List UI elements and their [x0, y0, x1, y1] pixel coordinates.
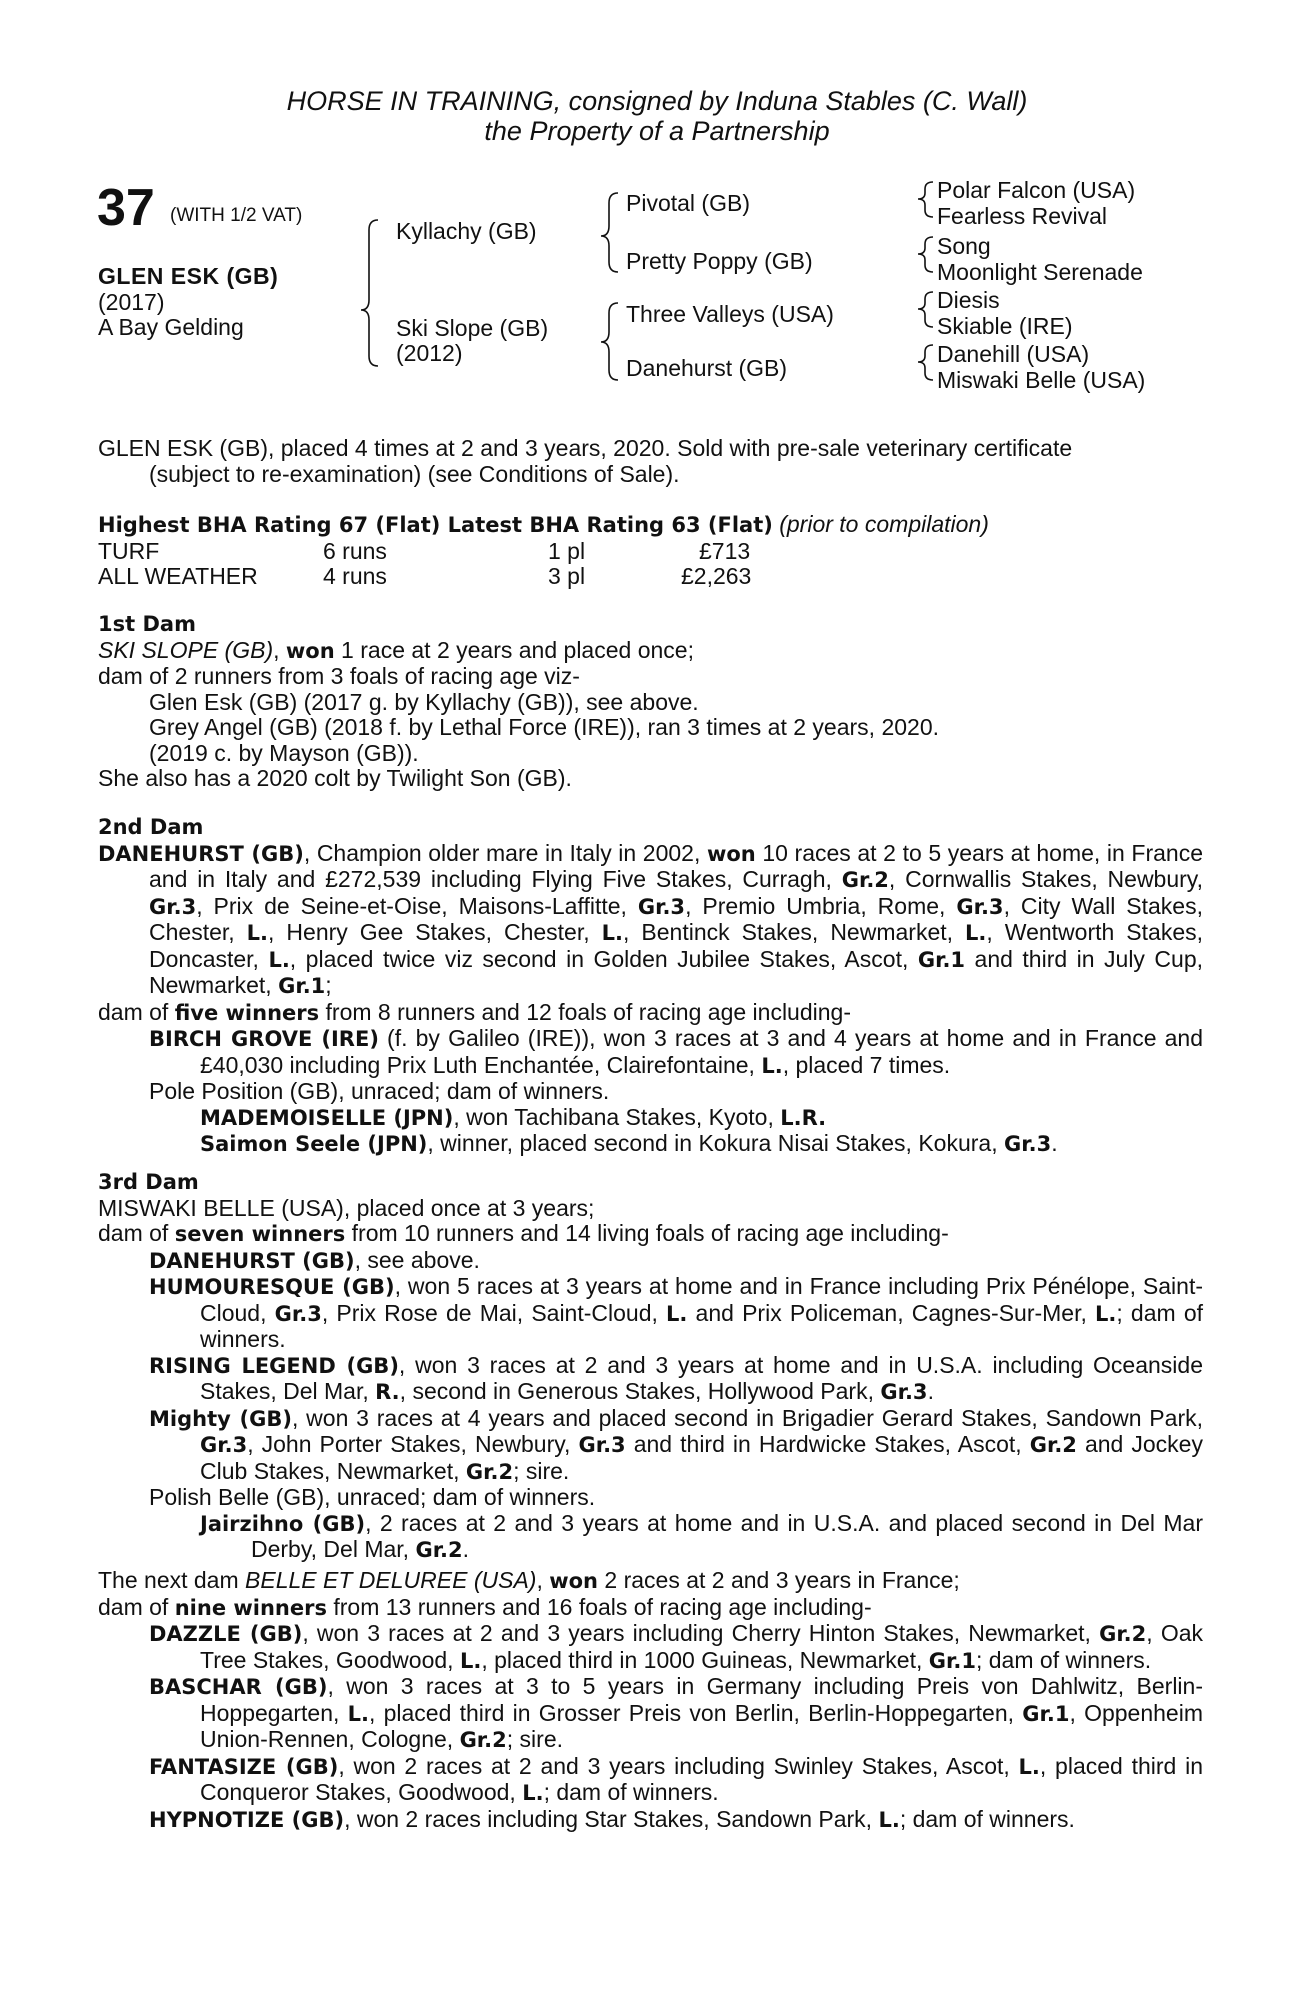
- text-run: ;: [325, 972, 332, 998]
- catalogue-header-line2: the Property of a Partnership: [484, 116, 830, 146]
- produce-item: [98, 1406, 1203, 1486]
- produce-item: [98, 1105, 1203, 1132]
- next-dam-section: [98, 1568, 1203, 1833]
- listed-label: L.: [666, 1301, 688, 1326]
- produce-name: DAZZLE (GB): [149, 1622, 303, 1646]
- grade-label: Gr.2: [1099, 1622, 1147, 1646]
- text-run: 2 races at 2 and 3 years in France;: [598, 1567, 960, 1593]
- text-run: , won 3 races at 2 and 3 years including Cherry Hinton Stakes, Newmarket,: [302, 1620, 1100, 1646]
- winners-count: nine winners: [174, 1595, 327, 1620]
- first-dam-won: won: [285, 638, 335, 663]
- grade-label: Gr.3: [149, 894, 197, 919]
- listed-label: R.: [375, 1380, 400, 1404]
- listed-label: L.: [601, 921, 623, 945]
- grade-label: Gr.3: [637, 894, 686, 919]
- text-run: and third in July Cup, Newmarket,: [149, 945, 1203, 998]
- text-run: ; dam of winners.: [200, 1299, 1204, 1352]
- text-run: ; sire.: [506, 1726, 563, 1752]
- pedigree-sire: Kyllachy (GB): [396, 218, 537, 244]
- ratings-row: [98, 539, 989, 564]
- bracket-gen3-c: [918, 292, 933, 327]
- vat-note: (WITH 1/2 VAT): [170, 205, 303, 226]
- pedigree-sire-sire: Pivotal (GB): [626, 190, 750, 216]
- produce-name: FANTASIZE (GB): [149, 1754, 339, 1779]
- third-dam-heading: 3rd Dam: [98, 1170, 199, 1194]
- text-run: .: [927, 1378, 934, 1404]
- pedigree-gen3-2: Fearless Revival: [937, 203, 1107, 229]
- produce-name: Jairzihno (GB): [200, 1511, 366, 1536]
- rating-surface: TURF: [98, 537, 160, 564]
- produce-item: [98, 1026, 1203, 1079]
- listed-label: L.: [347, 1701, 369, 1726]
- ratings-title: Highest BHA Rating 67 (Flat) Latest BHA Rating 63 (Flat): [98, 513, 773, 537]
- grade-label: Gr.1: [928, 1648, 976, 1673]
- grade-label: Gr.2: [459, 1728, 507, 1752]
- grade-label: Gr.3: [578, 1433, 626, 1457]
- third-dam-intro: MISWAKI BELLE (USA), placed once at 3 years;: [98, 1194, 595, 1221]
- produce-item: Grey Angel (GB) (2018 f. by Lethal Force (IRE)), ran 3 times at 2 years, 2020.: [149, 714, 940, 740]
- third-dam-section: [98, 1170, 1203, 1564]
- pedigree-dam-year: (2012): [396, 340, 463, 366]
- text-run: , won 3 races at 2 and 3 years at home and in U.S.A. including Oceanside Stakes, Del Mar,: [200, 1351, 1203, 1404]
- pedigree-gen3-1: Polar Falcon (USA): [937, 177, 1136, 203]
- grade-label: Gr.3: [1004, 1132, 1052, 1156]
- pedigree-gen3-7: Danehill (USA): [937, 341, 1090, 367]
- text-run: , see above.: [354, 1246, 480, 1273]
- text-run: from 8 runners and 12 foals of racing age including-: [319, 998, 851, 1025]
- summary-line1: GLEN ESK (GB), placed 4 times at 2 and 3 years, 2020. Sold with pre-sale veterinary certificate: [98, 435, 1073, 461]
- text-run: ; dam of winners.: [899, 1805, 1075, 1832]
- text-run: dam of: [98, 1593, 175, 1620]
- text-run: ; dam of winners.: [543, 1779, 719, 1805]
- grade-label: Gr.3: [274, 1301, 322, 1326]
- text-run: .: [1051, 1130, 1058, 1156]
- second-dam-record: [98, 841, 1203, 1000]
- second-dam-name: DANEHURST (GB): [98, 841, 304, 866]
- rating-placings: 1 pl: [548, 537, 586, 564]
- listed-label: L.: [522, 1781, 544, 1805]
- ratings-note: (prior to compilation): [779, 511, 989, 537]
- produce-item: [98, 1621, 1203, 1674]
- produce-name: DANEHURST (GB): [149, 1248, 355, 1273]
- text-run: , Henry Gee Stakes, Chester,: [268, 919, 602, 945]
- text-run: The next dam: [98, 1567, 246, 1593]
- listed-label: L.: [1018, 1754, 1040, 1779]
- grade-label: Gr.1: [278, 974, 326, 998]
- text-run: , won 3 races at 3 to 5 years in Germany including Preis von Dahlwitz, Berlin-Hoppegarten,: [200, 1673, 1203, 1726]
- won-label: won: [549, 1569, 599, 1593]
- grade-label: Gr.1: [917, 947, 966, 972]
- text-run: , Champion older mare in Italy in 2002,: [303, 839, 707, 866]
- listed-label: L.: [761, 1053, 783, 1078]
- bracket-sire: [601, 193, 618, 272]
- text-run: .: [462, 1536, 470, 1562]
- text-run: , Premio Umbria, Rome,: [685, 892, 957, 919]
- text-run: , placed 7 times.: [782, 1051, 951, 1078]
- won-label: won: [706, 841, 756, 866]
- lot-number: 37: [97, 179, 155, 237]
- produce-item: [98, 1274, 1203, 1353]
- produce-name: Saimon Seele (JPN): [200, 1132, 428, 1156]
- produce-name: Mighty (GB): [149, 1406, 292, 1431]
- text-run: , second in Generous Stakes, Hollywood Park,: [399, 1378, 881, 1404]
- second-dam-heading: 2nd Dam: [98, 815, 204, 839]
- horse-description: A Bay Gelding: [98, 314, 244, 340]
- pedigree-dam: Ski Slope (GB): [396, 315, 549, 341]
- rating-runs: 4 runs: [323, 562, 387, 589]
- produce-item: Polish Belle (GB), unraced; dam of winners.: [149, 1484, 596, 1510]
- pedigree-gen3-8: Miswaki Belle (USA): [937, 367, 1146, 393]
- summary-line2: (subject to re-examination) (see Conditions of Sale).: [149, 460, 680, 487]
- third-dam-dam-of: [98, 1221, 1203, 1248]
- pedigree-gen3-4: Moonlight Serenade: [937, 259, 1143, 285]
- next-dam-dam-of: [98, 1595, 1203, 1622]
- grade-label: Gr.2: [1029, 1433, 1077, 1457]
- listed-label: L.: [878, 1807, 900, 1832]
- text-run: from 13 runners and 16 foals of racing age including-: [326, 1593, 872, 1620]
- bracket-gen3-a: [918, 182, 933, 217]
- text-run: dam of: [98, 998, 175, 1025]
- grade-label: Gr.2: [465, 1459, 514, 1484]
- grade-label: Gr.3: [956, 894, 1004, 919]
- rating-surface: ALL WEATHER: [98, 562, 258, 589]
- text-run: , 2 races at 2 and 3 years at home and in U.S.A. and placed second in Del Mar Derby, Del Mar,: [251, 1509, 1203, 1562]
- listed-label: L.: [246, 921, 269, 945]
- produce-item: (2019 c. by Mayson (GB)).: [149, 739, 419, 766]
- pedigree-sire-dam: Pretty Poppy (GB): [626, 248, 813, 274]
- first-dam-name: SKI SLOPE (GB): [98, 636, 274, 663]
- text-run: , Oppenheim Union-Rennen, Cologne,: [200, 1699, 1203, 1752]
- next-dam-name: BELLE ET DELUREE (USA): [245, 1567, 537, 1593]
- text-run: , City Wall Stakes, Chester,: [149, 892, 1203, 945]
- text-run: , placed third in Conqueror Stakes, Goodwood,: [200, 1752, 1203, 1805]
- text-run: ; dam of winners.: [975, 1646, 1152, 1673]
- produce-item: [98, 1807, 1203, 1834]
- pedigree-dam-sire: Three Valleys (USA): [626, 301, 834, 327]
- second-dam-section: [98, 815, 1203, 1158]
- text-run: , won Tachibana Stakes, Kyoto,: [453, 1103, 781, 1130]
- text-run: , John Porter Stakes, Newbury,: [247, 1431, 579, 1457]
- listed-label: L.R.: [780, 1105, 827, 1130]
- bracket-gen3-b: [918, 237, 933, 272]
- bracket-gen3-d: [918, 345, 933, 380]
- listed-label: L.: [268, 947, 290, 972]
- catalogue-header-line1: HORSE IN TRAINING, consigned by Induna Stables (C. Wall): [286, 86, 1028, 116]
- first-dam-heading: 1st Dam: [98, 612, 196, 636]
- produce-name: BIRCH GROVE (IRE): [149, 1027, 379, 1051]
- winners-count: five winners: [174, 1000, 320, 1025]
- pedigree-gen3-5: Diesis: [937, 287, 1000, 313]
- next-dam-intro: [98, 1568, 1203, 1595]
- grade-label: Gr.3: [200, 1433, 248, 1457]
- ratings-block: [98, 512, 989, 589]
- text-run: dam of: [98, 1220, 175, 1246]
- text-run: , placed twice viz second in Golden Jubilee Stakes, Ascot,: [289, 945, 918, 972]
- text-run: , Prix Rose de Mai, Saint-Cloud,: [321, 1299, 667, 1326]
- text-run: , placed third in 1000 Guineas, Newmarket,: [481, 1646, 929, 1673]
- produce-name: BASCHAR (GB): [149, 1675, 328, 1699]
- rating-placings: 3 pl: [548, 562, 586, 589]
- text-run: , won 2 races including Star Stakes, Sandown Park,: [344, 1805, 879, 1832]
- listed-label: L.: [459, 1648, 482, 1673]
- text-run: and third in Hardwicke Stakes, Ascot,: [625, 1431, 1030, 1457]
- ratings-row: [98, 564, 989, 589]
- text-run: (f. by Galileo (IRE)), won 3 races at 3 and 4 years at home and in France and £40,030 including Prix Luth Enchantée, Clairefontaine,: [200, 1025, 1203, 1078]
- bracket-dam: [601, 303, 618, 380]
- first-dam-dam-of: dam of 2 runners from 3 foals of racing age viz-: [98, 663, 580, 689]
- grade-label: Gr.1: [1022, 1701, 1070, 1726]
- text-run: , placed third in Grosser Preis von Berlin, Berlin-Hoppegarten,: [368, 1699, 1023, 1726]
- produce-item: [98, 1511, 1203, 1564]
- produce-name: HYPNOTIZE (GB): [149, 1807, 345, 1832]
- produce-item: [98, 1131, 1203, 1158]
- text-run: and Jockey Club Stakes, Newmarket,: [200, 1431, 1203, 1484]
- text-run: and Prix Policeman, Cagnes-Sur-Mer,: [687, 1299, 1096, 1326]
- pedigree-gen3-6: Skiable (IRE): [937, 313, 1073, 339]
- produce-name: RISING LEGEND (GB): [149, 1353, 399, 1378]
- text-run: , won 3 races at 4 years and placed second in Brigadier Gerard Stakes, Sandown Park,: [291, 1404, 1203, 1431]
- text-run: , won 2 races at 2 and 3 years including Swinley Stakes, Ascot,: [338, 1752, 1019, 1779]
- bracket-gen1: [361, 220, 378, 366]
- produce-item: [98, 1353, 1203, 1406]
- produce-name: HUMOURESQUE (GB): [149, 1275, 395, 1299]
- listed-label: L.: [965, 921, 987, 945]
- grade-label: Gr.2: [415, 1538, 463, 1562]
- text-run: , Prix de Seine-et-Oise, Maisons-Laffitte,: [196, 892, 638, 919]
- text-run: ,: [536, 1567, 550, 1593]
- text-run: , Wentworth Stakes, Doncaster,: [149, 919, 1204, 972]
- grade-label: Gr.3: [880, 1380, 928, 1404]
- produce-item: [98, 1674, 1203, 1754]
- produce-item: [98, 1248, 1203, 1275]
- text-run: from 10 runners and 14 living foals of racing age including-: [345, 1220, 949, 1246]
- second-dam-dam-of: [98, 1000, 1203, 1027]
- text-run: ; sire.: [513, 1457, 570, 1484]
- text-run: , won 5 races at 3 years at home and in France including Prix Pénélope, Saint-Cloud,: [200, 1273, 1203, 1326]
- first-dam-section: 1st Dam SKI SLOPE (GB), won 1 race at 2 years and placed once; dam of 2 runners from 3 foals of racing age viz- Glen Esk (GB) (2017 g. by Kyllachy (GB)), see above. Grey Angel (GB) (2018 f. by Lethal Force (IRE)), ran 3 times at 2 years, 2020. (2019 c. by Mayson (GB)). She also has a 2020 colt by Twilight Son (GB).: [98, 612, 1203, 792]
- text-run: , Cornwallis Stakes, Newbury,: [888, 866, 1203, 892]
- rating-runs: 6 runs: [323, 537, 387, 564]
- pedigree-gen3-3: Song: [937, 233, 991, 259]
- first-dam-footer: She also has a 2020 colt by Twilight Son (GB).: [98, 765, 572, 791]
- produce-name: MADEMOISELLE (JPN): [200, 1105, 454, 1130]
- listed-label: L.: [1095, 1301, 1117, 1326]
- text-run: , Oak Tree Stakes, Goodwood,: [200, 1620, 1203, 1673]
- rating-prize: £713: [699, 537, 751, 564]
- text-run: , Bentinck Stakes, Newmarket,: [623, 919, 966, 945]
- summary: [98, 436, 1203, 487]
- grade-label: Gr.2: [841, 868, 889, 892]
- pedigree-dam-dam: Danehurst (GB): [626, 355, 788, 381]
- winners-count: seven winners: [174, 1222, 346, 1246]
- horse-year: (2017): [98, 289, 165, 315]
- text-run: 10 races at 2 to 5 years at home, in France and in Italy and £272,539 including Flying Five Stakes, Curragh,: [149, 839, 1203, 892]
- produce-item: [98, 1754, 1203, 1807]
- text-run: , winner, placed second in Kokura Nisai Stakes, Kokura,: [427, 1130, 1004, 1156]
- produce-item: Pole Position (GB), unraced; dam of winners.: [149, 1078, 610, 1104]
- rating-prize: £2,263: [681, 562, 752, 589]
- horse-name: GLEN ESK (GB): [98, 263, 279, 289]
- first-dam-record: 1 race at 2 years and placed once;: [334, 636, 694, 663]
- produce-item: Glen Esk (GB) (2017 g. by Kyllachy (GB)), see above.: [149, 688, 699, 715]
